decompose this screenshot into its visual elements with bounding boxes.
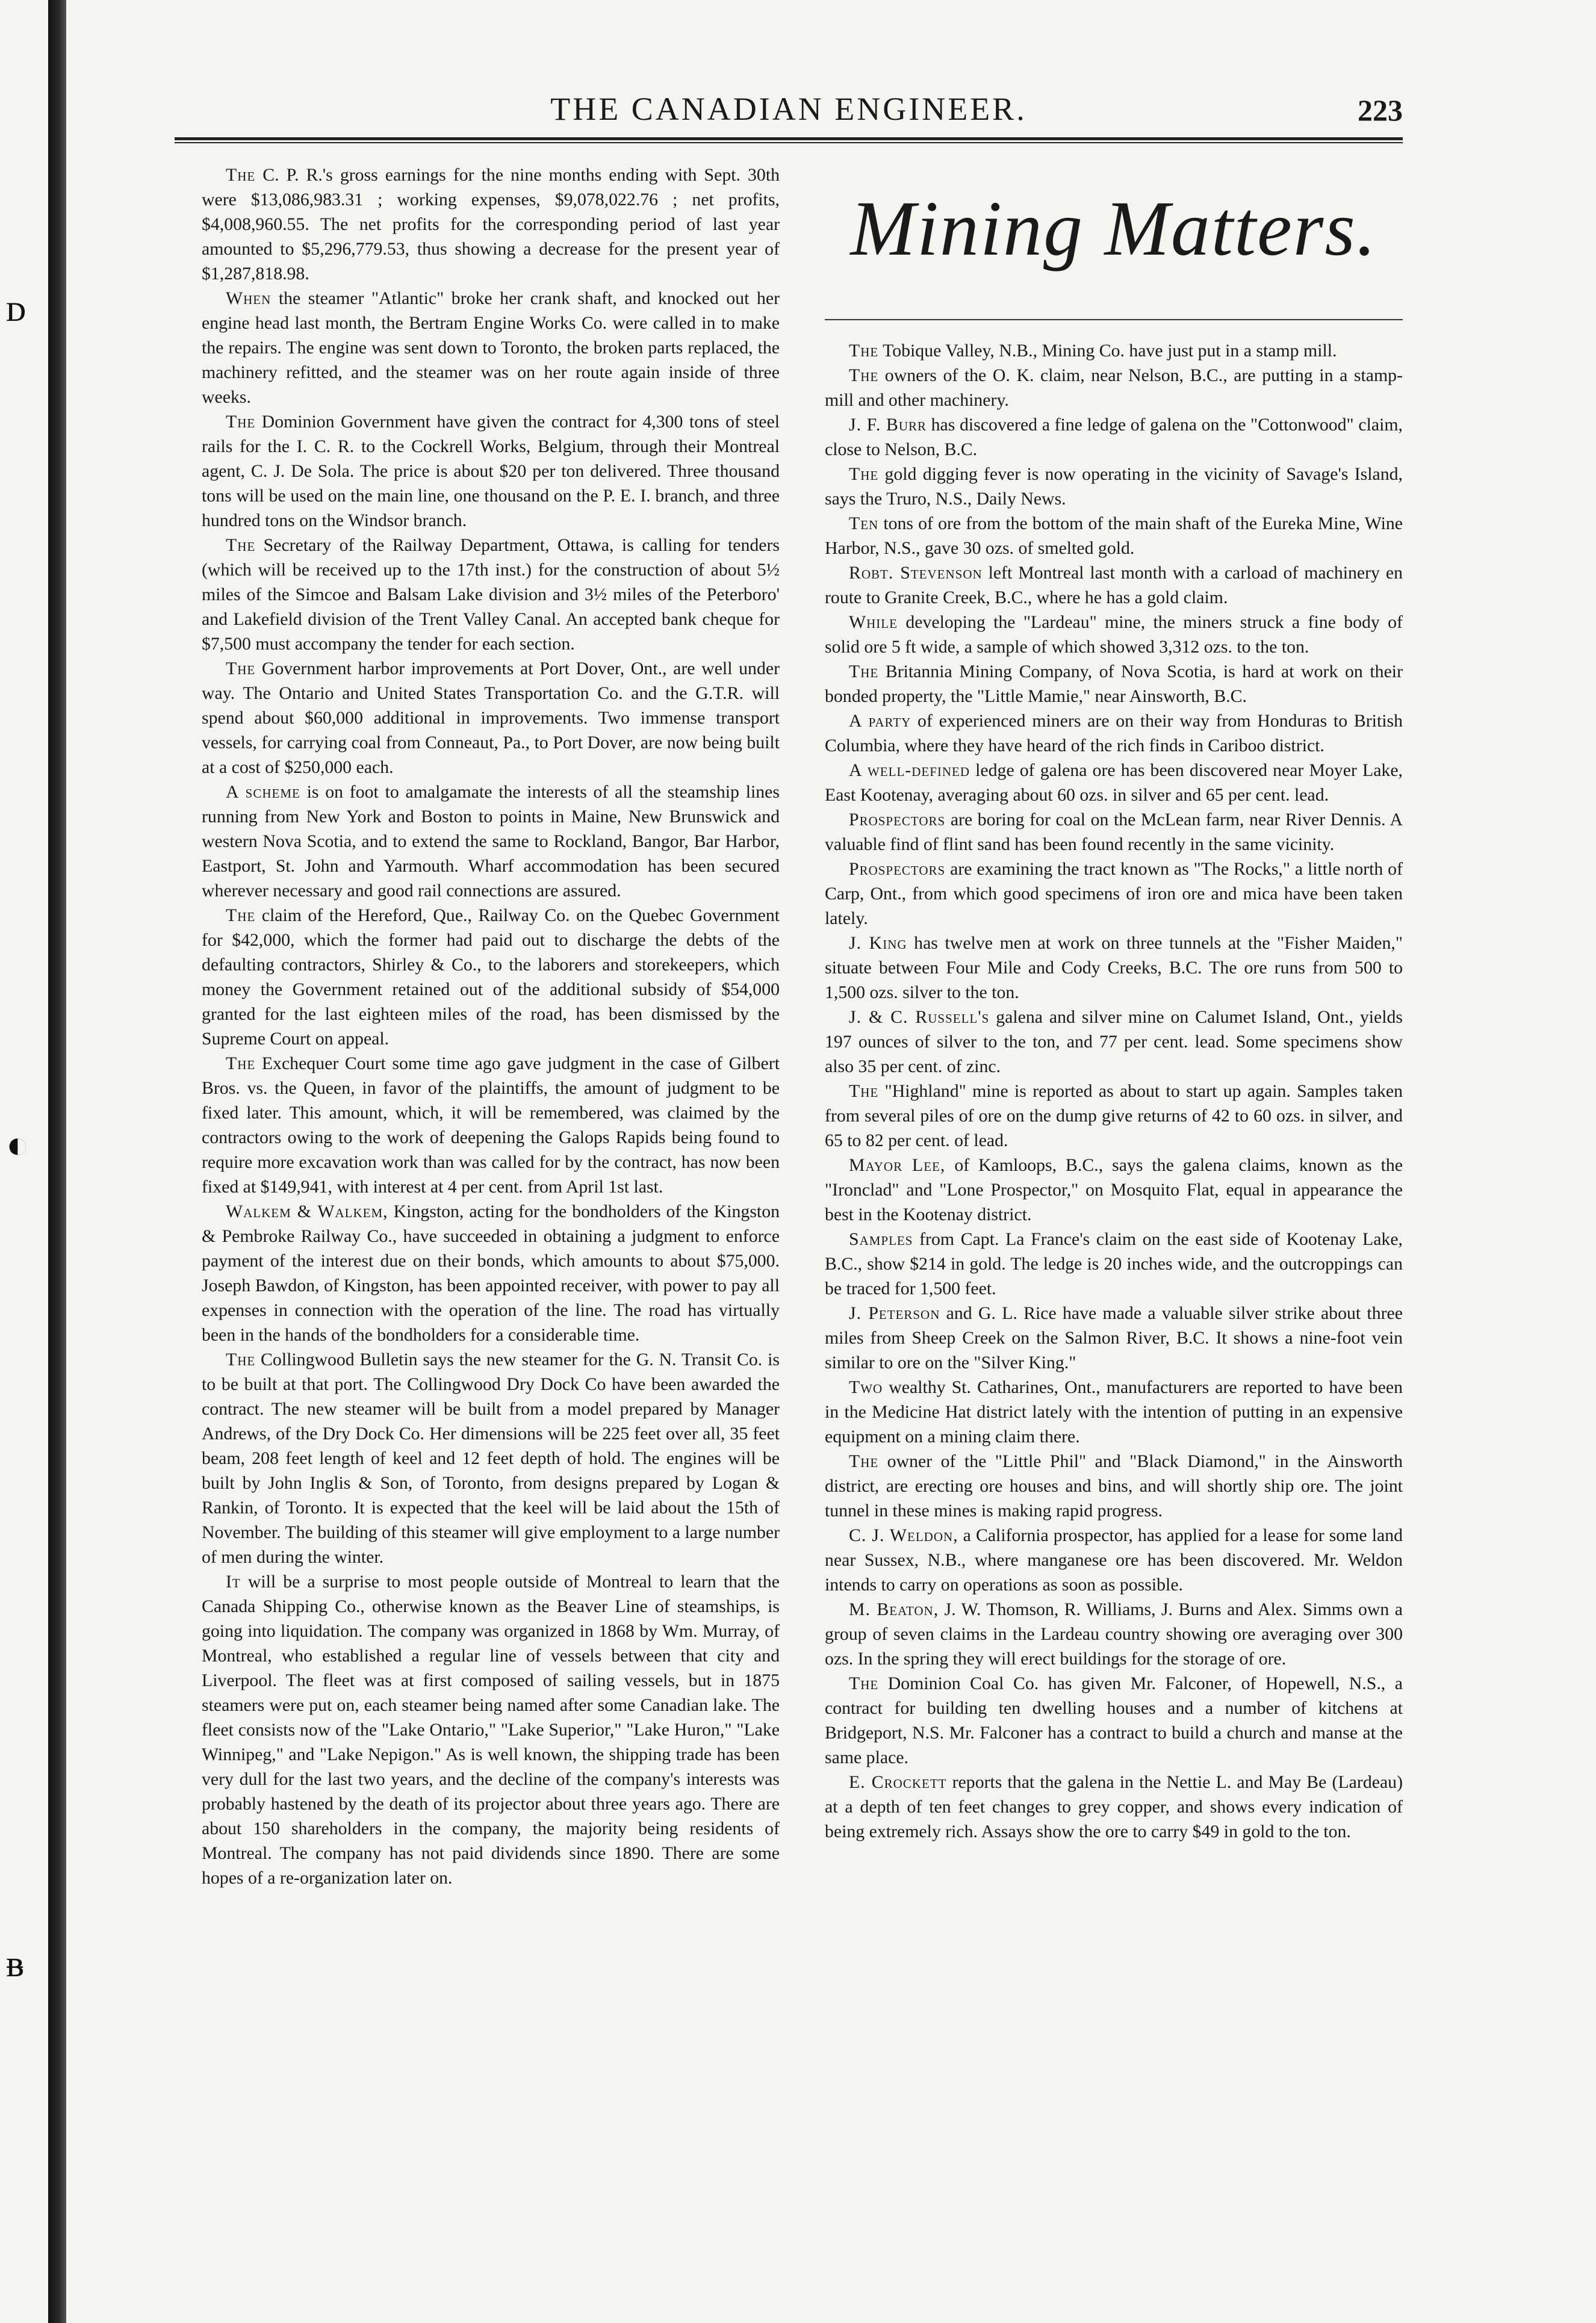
paragraph (202, 903, 780, 1051)
paragraph (825, 1449, 1403, 1523)
paragraph (825, 363, 1403, 412)
paragraph-lead: The (226, 1053, 256, 1073)
paragraph (825, 1375, 1403, 1449)
paragraph-lead: While (849, 612, 898, 632)
paragraph-text: reports that the galena in the Nettie L. and May Be (Lardeau) at a depth of ten feet changes to grey copper, and shows every indication of being extremely rich. Assays show the ore to carry $49 in gold to the ton. (825, 1772, 1403, 1841)
paragraph-lead: The (849, 341, 879, 361)
paragraph-text: "Highland" mine is reported as about to start up again. Samples taken from several piles of ore on the dump give returns of 42 to 60 ozs. in silver, and 65 to 82 per cent. of lead. (825, 1081, 1403, 1150)
paragraph-lead: The (226, 905, 256, 925)
paragraph-text: galena and silver mine on Calumet Island, Ont., yields 197 ounces of silver to the ton, and 77 per cent. lead. Some specimens show also 35 per cent. of zinc. (825, 1007, 1403, 1076)
paragraph-lead: J. & C. Russell's (849, 1007, 990, 1027)
paragraph-text: are boring for coal on the McLean farm, near River Dennis. A valuable find of flint sand has been found recently in the same vicinity. (825, 810, 1403, 854)
paragraph (825, 1079, 1403, 1153)
paragraph (825, 1227, 1403, 1301)
paragraph (202, 1569, 780, 1890)
paragraph-text: has discovered a fine ledge of galena on the "Cottonwood" claim, close to Nelson, B.C. (825, 415, 1403, 459)
paragraph-text: wealthy St. Catharines, Ont., manufacturers are reported to have been in the Medicine Hat district lately with the intention of putting in an expensive equipment on a mining claim there. (825, 1377, 1403, 1447)
paragraph (825, 1671, 1403, 1770)
paragraph (825, 338, 1403, 363)
paragraph (825, 511, 1403, 560)
paragraph-text: Tobique Valley, N.B., Mining Co. have just put in a stamp mill. (878, 341, 1337, 361)
paragraph (202, 780, 780, 903)
paragraph-text: left Montreal last month with a carload of machinery en route to Granite Creek, B.C., where he has a gold claim. (825, 563, 1403, 607)
paragraph-lead: A scheme (226, 782, 300, 802)
paragraph-lead: J. King (849, 933, 907, 953)
paragraph-lead: It (226, 1572, 241, 1592)
paragraph-text: ledge of galena ore has been discovered near Moyer Lake, East Kootenay, averaging about 60 ozs. in silver and 65 per cent. lead. (825, 760, 1403, 805)
left-column (202, 163, 780, 1890)
paragraph-text: Dominion Coal Co. has given Mr. Falconer, of Hopewell, N.S., a contract for building ten dwelling houses and a number of kitchens at Bridgeport, N.S. Mr. Falconer has a contract to build a church and manse at the same place. (825, 1673, 1403, 1767)
paragraph-lead: Robt. Stevenson (849, 563, 983, 583)
paragraph-text: Government harbor improvements at Port Dover, Ont., are well under way. The Ontario and United States Transportation Co. and the G.T.R. will spend about $60,000 additional in improvements. Two immense transport vessels, for carrying coal from Conneaut, Pa., to Port Dover, are now being built at a cost of $250,000 each. (202, 659, 780, 777)
paragraph-lead: The (226, 1350, 256, 1369)
binding-mark: ᴃ (6, 1942, 24, 1985)
paragraph-lead: The (226, 412, 256, 432)
paragraph (825, 758, 1403, 807)
binding-mark: ᴅ (6, 287, 26, 329)
paragraph-text: is on foot to amalgamate the interests of all the steamship lines running from New York and Boston to points in Maine, New Brunswick and western Nova Scotia, and to extend the same to Rockland, Bangor, Bar Harbor, Eastport, St. John and Yarmouth. Wharf accommodation has been secured wherever necessary and good rail connections are assured. (202, 782, 780, 901)
paragraph-lead: The (849, 1673, 879, 1693)
paragraph (825, 1153, 1403, 1227)
paragraph (825, 412, 1403, 462)
paragraph (202, 1347, 780, 1569)
paragraph-lead: A well-defined (849, 760, 970, 780)
paragraph-text: C. P. R.'s gross earnings for the nine months ending with Sept. 30th were $13,086,983.31 ; working expenses, $9,078,022.76 ; net profits, $4,008,960.55. The net profits for the corresponding period of last year amounted to $5,296,779.53, thus showing a decrease for the present year of $1,287,818.98. (202, 165, 780, 284)
page-number: 223 (1358, 93, 1403, 127)
paragraph (202, 1051, 780, 1199)
running-header (175, 90, 1403, 132)
paragraph (202, 163, 780, 286)
binding-strip (48, 0, 66, 2323)
paragraph-text: developing the "Lardeau" mine, the miners struck a fine body of solid ore 5 ft wide, a sample of which showed 3,312 ozs. to the ton. (825, 612, 1403, 657)
paragraph (825, 462, 1403, 511)
paragraph-text: claim of the Hereford, Que., Railway Co. on the Quebec Government for $42,000, which the former had paid out to discharge the debts of the defaulting contractors, Shirley & Co., to the laborers and storekeepers, which money the Government retained out of the additional subsidy of $54,000 granted for the last eighteen miles of the road, has been dismissed by the Supreme Court on appeal. (202, 905, 780, 1049)
paragraph-text: from Capt. La France's claim on the east side of Kootenay Lake, B.C., show $214 in gold. The ledge is 20 inches wide, and the outcroppings can be traced for 1,500 feet. (825, 1229, 1403, 1298)
paragraph-lead: C. J. Weldon, (849, 1525, 958, 1545)
mining-items (825, 338, 1403, 1844)
paragraph-lead: Two (849, 1377, 883, 1397)
paragraph-lead: When (226, 288, 272, 308)
paragraph (202, 533, 780, 656)
paragraph-lead: The (226, 659, 256, 678)
paragraph (825, 610, 1403, 659)
paragraph-text: has twelve men at work on three tunnels at the "Fisher Maiden," situate between Four Mile and Cody Creeks, B.C. The ore runs from 500 to 1,500 ozs. silver to the ton. (825, 933, 1403, 1002)
paragraph (825, 807, 1403, 857)
header-rule (175, 137, 1403, 143)
paragraph-lead: The (849, 1081, 879, 1101)
paragraph-text: the steamer "Atlantic" broke her crank shaft, and knocked out her engine head last month, the Bertram Engine Works Co. were called in to make the repairs. The engine was sent down to Toronto, the broken parts replaced, the machinery refitted, and the steamer was on her route again inside of three weeks. (202, 288, 780, 407)
paragraph-text: tons of ore from the bottom of the main shaft of the Eureka Mine, Wine Harbor, N.S., gave 30 ozs. of smelted gold. (825, 513, 1403, 558)
paragraph-lead: Mayor Lee, (849, 1155, 946, 1175)
paragraph-text: a California prospector, has applied for a lease for some land near Sussex, N.B., where manganese ore has been discovered. Mr. Weldon intends to carry on operations as soon as possible. (825, 1525, 1403, 1595)
paragraph-text: owner of the "Little Phil" and "Black Diamond," in the Ainsworth district, are erecting ore houses and bins, and will shortly ship ore. The joint tunnel in these mines is making rapid progress. (825, 1451, 1403, 1521)
paragraph (825, 1301, 1403, 1375)
paragraph-lead: Walkem & Walkem, (226, 1202, 388, 1221)
paragraph-lead: The (849, 662, 879, 681)
paragraph (202, 286, 780, 409)
paragraph-text: Collingwood Bulletin says the new steamer for the G. N. Transit Co. is to be built at that port. The Collingwood Dry Dock Co have been awarded the contract. The new steamer will be built from a model prepared by Manager Andrews, of the Dry Dock Co. Her dimensions will be 225 feet over all, 35 feet beam, 208 feet length of keel and 12 feet depth of hold. The engines will be built by John Inglis & Son, of Toronto, from designs prepared by Logan & Rankin, of Toronto. It is expected that the keel will be laid about the 15th of November. The building of this steamer will give employment to a large number of men during the winter. (202, 1350, 780, 1567)
paragraph-text: of experienced miners are on their way from Honduras to British Columbia, where they have heard of the rich finds in Cariboo district. (825, 711, 1403, 755)
paragraph-text: will be a surprise to most people outside of Montreal to learn that the Canada Shipping Co., otherwise known as the Beaver Line of steamships, is going into liquidation. The company was organized in 1868 by Wm. Murray, of Montreal, who established a regular line of vessels between that city and Liverpool. The fleet was at first composed of sailing vessels, but in 1875 steamers were put on, each steamer being named after some Canadian lake. The fleet consists now of the "Lake Ontario," "Lake Superior," "Lake Huron," "Lake Winnipeg," and "Lake Nepigon." As is well known, the shipping trade has been very dull for the last two years, and the decline of the company's interests was probably hastened by the death of its projector about three years ago. There are about 150 shareholders in the company, the majority being residents of Montreal. The company has not paid dividends since 1890. There are some hopes of a re-organization later on. (202, 1572, 780, 1888)
paragraph-text: gold digging fever is now operating in the vicinity of Savage's Island, says the Truro, N.S., Daily News. (825, 464, 1403, 509)
paragraph-lead: The (849, 1451, 879, 1471)
paragraph-text: are examining the tract known as "The Rocks," a little north of Carp, Ont., from which good specimens of iron ore and mica have been taken lately. (825, 859, 1403, 928)
paragraph (825, 659, 1403, 709)
paragraph (825, 1770, 1403, 1844)
paragraph-lead: J. F. Burr (849, 415, 927, 435)
paragraph-text: Britannia Mining Company, of Nova Scotia, is hard at work on their bonded property, the "Little Mamie," near Ainsworth, B.C. (825, 662, 1403, 706)
paragraph (825, 1005, 1403, 1079)
paragraph (825, 560, 1403, 610)
right-column (825, 163, 1403, 1844)
paragraph-text: owners of the O. K. claim, near Nelson, B.C., are putting in a stamp-mill and other machinery. (825, 365, 1403, 410)
paragraph-lead: Samples (849, 1229, 913, 1249)
paragraph (202, 1199, 780, 1347)
paragraph-lead: J. Peterson (849, 1303, 940, 1323)
paragraph-text: Exchequer Court some time ago gave judgment in the case of Gilbert Bros. vs. the Queen, in favor of the plaintiffs, the amount of judgment to be fixed later. This amount, which, it will be remembered, was claimed by the contractors owing to the work of deepening the Galops Rapids being found to require more excavation work than was called for by the contract, has now been fixed at $149,941, with interest at 4 per cent. from April 1st last. (202, 1053, 780, 1197)
paragraph (825, 709, 1403, 758)
paragraph-text: Dominion Government have given the contract for 4,300 tons of steel rails for the I. C. R. to the Cockrell Works, Belgium, through their Montreal agent, C. J. De Sola. The price is about $20 per ton delivered. Three thousand tons will be used on the main line, one thousand on the P. E. I. branch, and three hundred tons on the Windsor branch. (202, 412, 780, 530)
paragraph-lead: The (849, 464, 879, 484)
paragraph (202, 409, 780, 533)
paragraph-lead: Prospectors (849, 810, 946, 830)
paragraph-lead: A party (849, 711, 911, 731)
paragraph-text: Secretary of the Railway Department, Ottawa, is calling for tenders (which will be received up to the 17th inst.) for the construction of about 5½ miles of the Simcoe and Balsam Lake division and 3½ miles of the Peterboro' and Lakefield division of the Trent Valley Canal. An accepted bank cheque for $7,500 must accompany the tender for each section. (202, 535, 780, 654)
paragraph (825, 931, 1403, 1005)
paragraph-lead: Ten (849, 513, 879, 533)
paragraph-lead: Prospectors (849, 859, 946, 879)
paragraph-lead: The (849, 365, 879, 385)
paragraph-text: of Kamloops, B.C., says the galena claims, known as the "Ironclad" and "Lone Prospector," on Mosquito Flat, equal in appearance the best in the Kootenay district. (825, 1155, 1403, 1224)
paragraph (202, 656, 780, 780)
paragraph-lead: The (226, 165, 256, 185)
paragraph-lead: M. Beaton, (849, 1599, 939, 1619)
paragraph-lead: E. Crockett (849, 1772, 947, 1792)
paragraph-text: Kingston, acting for the bondholders of the Kingston & Pembroke Railway Co., have succeeded in obtaining a judgment to enforce payment of the interest due on their bonds, which amounts to about $75,000. Joseph Bawdon, of Kingston, has been appointed receiver, with power to pay all expenses in connection with the operation of the line. The road has virtually been in the hands of the bondholders for a considerable time. (202, 1202, 780, 1345)
paragraph (825, 1523, 1403, 1597)
binding-mark: ◐ (6, 1123, 29, 1166)
section-heading: Mining Matters. (825, 163, 1403, 320)
paragraph-lead: The (226, 535, 256, 555)
paragraph (825, 857, 1403, 931)
journal-title: THE CANADIAN ENGINEER. (550, 91, 1027, 127)
paragraph (825, 1597, 1403, 1671)
paragraph-text: J. W. Thomson, R. Williams, J. Burns and Alex. Simms own a group of seven claims in the Lardeau country showing ore averaging over 300 ozs. In the spring they will erect buildings for the storage of ore. (825, 1599, 1403, 1669)
paragraph-text: and G. L. Rice have made a valuable silver strike about three miles from Sheep Creek on the Salmon River, B.C. It shows a nine-foot vein similar to ore on the "Silver King." (825, 1303, 1403, 1372)
